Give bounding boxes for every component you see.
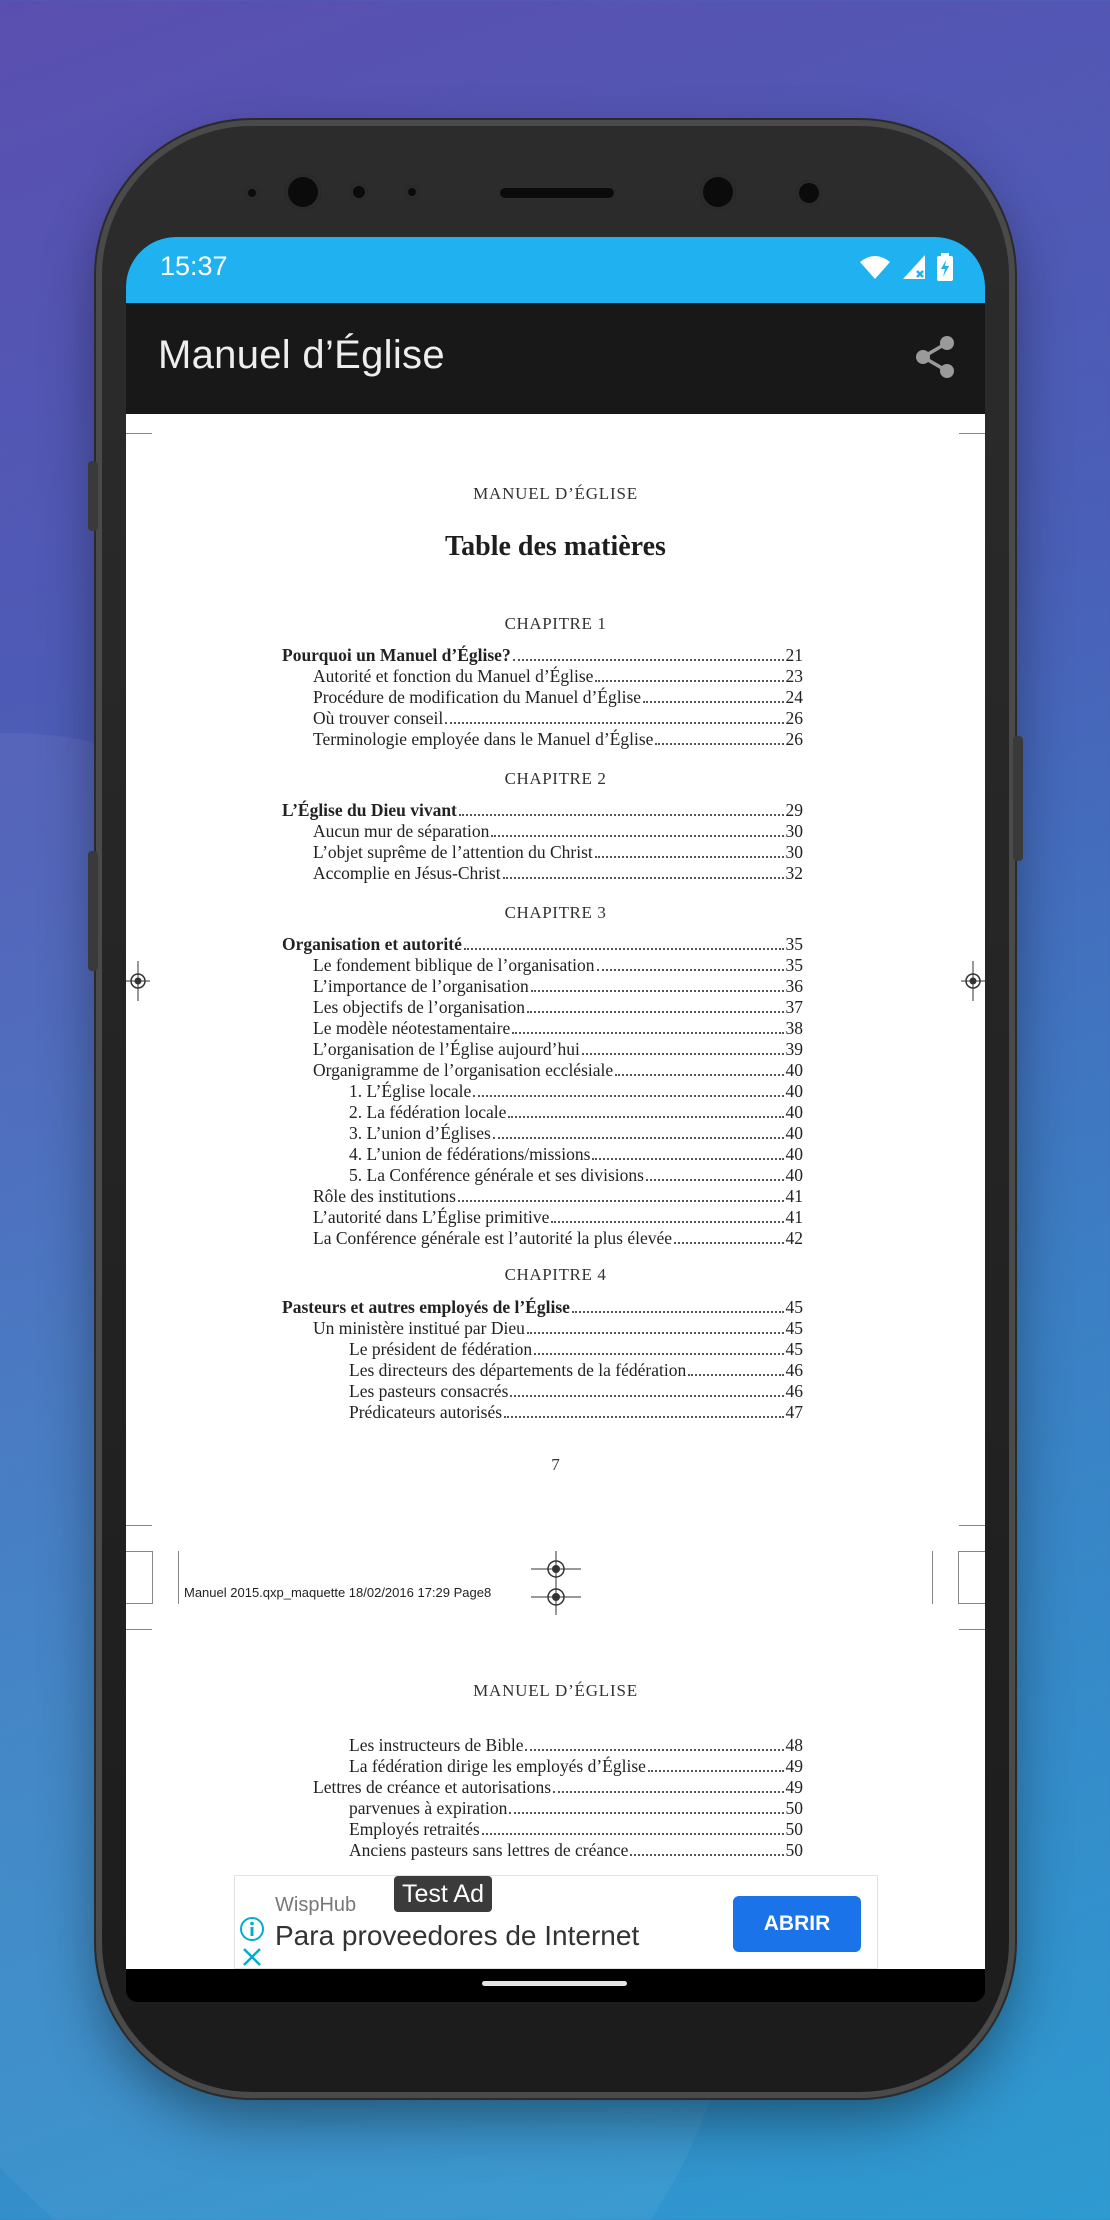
crop-mark [959, 433, 985, 434]
wifi-icon [859, 253, 891, 281]
crop-mark [126, 433, 152, 434]
toc-entry[interactable]: Prédicateurs autorisés 47 [349, 1402, 803, 1422]
ad-open-button[interactable]: ABRIR [733, 1896, 861, 1952]
chapter-label: CHAPITRE 3 [504, 903, 607, 922]
toc-entry[interactable]: 4. L’union de fédérations/missions 40 [349, 1144, 803, 1164]
toc-entry[interactable]: Pasteurs et autres employés de l’Église 45 [282, 1297, 803, 1317]
status-time: 15:37 [160, 251, 228, 281]
sensor-dot [405, 185, 419, 199]
signal-icon [901, 253, 927, 281]
toc-entry[interactable]: Pourquoi un Manuel d’Église? 21 [282, 645, 803, 665]
crop-mark [959, 1551, 985, 1552]
battery-charging-icon [937, 253, 953, 281]
toc-entry[interactable]: 3. L’union d’Églises 40 [349, 1123, 803, 1143]
toc-entry[interactable]: Organigramme de l’organisation ecclésiale 40 [313, 1060, 803, 1080]
crop-mark [178, 1551, 179, 1604]
toc-entry[interactable]: Les objectifs de l’organisation 37 [313, 997, 803, 1017]
ad-banner[interactable] [234, 1875, 878, 1969]
ad-advertiser: WispHub [275, 1894, 357, 1916]
test-ad-badge: Test Ad [394, 1876, 492, 1912]
phone-frame [102, 126, 1009, 2092]
chapter-label: CHAPITRE 1 [504, 614, 607, 633]
registration-mark-icon [531, 1551, 581, 1615]
toc-entry[interactable]: L’Église du Dieu vivant 29 [282, 800, 803, 820]
toc-entry[interactable]: L’objet suprême de l’attention du Christ 30 [313, 842, 803, 862]
toc-entry[interactable]: Le président de fédération 45 [349, 1339, 803, 1359]
toc-entry[interactable]: Le fondement biblique de l’organisation 35 [313, 955, 803, 975]
toc-entry[interactable]: Le modèle néotestamentaire 38 [313, 1018, 803, 1038]
crop-mark [126, 1629, 152, 1630]
crop-mark [959, 1525, 985, 1526]
crop-mark [152, 1551, 153, 1604]
toc-entry[interactable]: Les instructeurs de Bible 48 [349, 1735, 803, 1755]
toc-entry[interactable]: Anciens pasteurs sans lettres de créance 50 [349, 1840, 803, 1860]
toc-entry[interactable]: Lettres de créance et autorisations 49 [313, 1777, 803, 1797]
crop-mark [959, 1629, 985, 1630]
sensor-dot [350, 183, 368, 201]
volume-button-top [88, 461, 98, 531]
sensor-dot [796, 180, 822, 206]
print-slug: Manuel 2015.qxp_maquette 18/02/2016 17:29 Page8 [184, 1585, 492, 1600]
running-head: MANUEL D’ÉGLISE [473, 484, 638, 503]
toc-entry[interactable]: Un ministère institué par Dieu 45 [313, 1318, 803, 1338]
status-bar [126, 237, 985, 303]
registration-mark-icon [126, 961, 150, 1001]
home-indicator[interactable] [482, 1981, 627, 1986]
toc-entry[interactable]: L’importance de l’organisation 36 [313, 976, 803, 996]
sensor-dot [245, 186, 259, 200]
toc-entry[interactable]: 1. L’Église locale 40 [349, 1081, 803, 1101]
crop-mark [959, 1603, 985, 1604]
toc-entry[interactable]: 5. La Conférence générale et ses divisions 40 [349, 1165, 803, 1185]
toc-entry[interactable]: Organisation et autorité 35 [282, 934, 803, 954]
toc-entry[interactable]: La fédération dirige les employés d’Église 49 [349, 1756, 803, 1776]
toc-entry[interactable]: Procédure de modification du Manuel d’Église 24 [313, 687, 803, 707]
toc-entry[interactable]: Où trouver conseil 26 [313, 708, 803, 728]
toc-entry[interactable]: Terminologie employée dans le Manuel d’Église 26 [313, 729, 803, 749]
ad-info-icon[interactable] [239, 1916, 265, 1942]
power-button [1013, 736, 1023, 861]
toc-entry[interactable]: Les directeurs des départements de la fédération 46 [349, 1360, 803, 1380]
gesture-nav-bar [126, 1969, 985, 2002]
earpiece-speaker [498, 186, 616, 200]
crop-mark [126, 1551, 152, 1552]
toc-entry[interactable]: Les pasteurs consacrés 46 [349, 1381, 803, 1401]
front-camera-secondary [700, 174, 736, 210]
ad-headline[interactable]: Para proveedores de Internet [275, 1920, 640, 1951]
chapter-label: CHAPITRE 2 [504, 769, 607, 788]
crop-mark [932, 1551, 933, 1604]
running-head: MANUEL D’ÉGLISE [473, 1681, 638, 1700]
crop-mark [126, 1603, 152, 1604]
front-camera [285, 174, 321, 210]
status-icons [859, 253, 953, 281]
toc-entry[interactable]: Accomplie en Jésus-Christ 32 [313, 863, 803, 883]
toc-title: Table des matières [445, 531, 666, 562]
app-bar [126, 303, 985, 414]
crop-mark [958, 1551, 959, 1604]
volume-button-bottom [88, 851, 98, 971]
page-number: 7 [551, 1455, 560, 1474]
pdf-viewer[interactable] [126, 414, 985, 1969]
crop-mark [126, 1525, 152, 1526]
chapter-label: CHAPITRE 4 [504, 1265, 607, 1284]
registration-mark-icon [961, 961, 985, 1001]
toc-entry[interactable]: L’autorité dans L’Église primitive 41 [313, 1207, 803, 1227]
toc-entry[interactable]: Autorité et fonction du Manuel d’Église 23 [313, 666, 803, 686]
toc-entry[interactable]: L’organisation de l’Église aujourd’hui 39 [313, 1039, 803, 1059]
phone-screen [126, 237, 985, 2002]
toc-entry[interactable]: Rôle des institutions 41 [313, 1186, 803, 1206]
toc-entry[interactable]: Employés retraités 50 [349, 1819, 803, 1839]
ad-close-icon[interactable] [241, 1946, 263, 1968]
app-title: Manuel d’Église [158, 333, 445, 377]
toc-entry[interactable]: Aucun mur de séparation 30 [313, 821, 803, 841]
toc-entry[interactable]: 2. La fédération locale 40 [349, 1102, 803, 1122]
share-icon[interactable] [909, 331, 961, 383]
toc-entry[interactable]: La Conférence générale est l’autorité la plus élevée 42 [313, 1228, 803, 1248]
toc-entry[interactable]: parvenues à expiration 50 [349, 1798, 803, 1818]
